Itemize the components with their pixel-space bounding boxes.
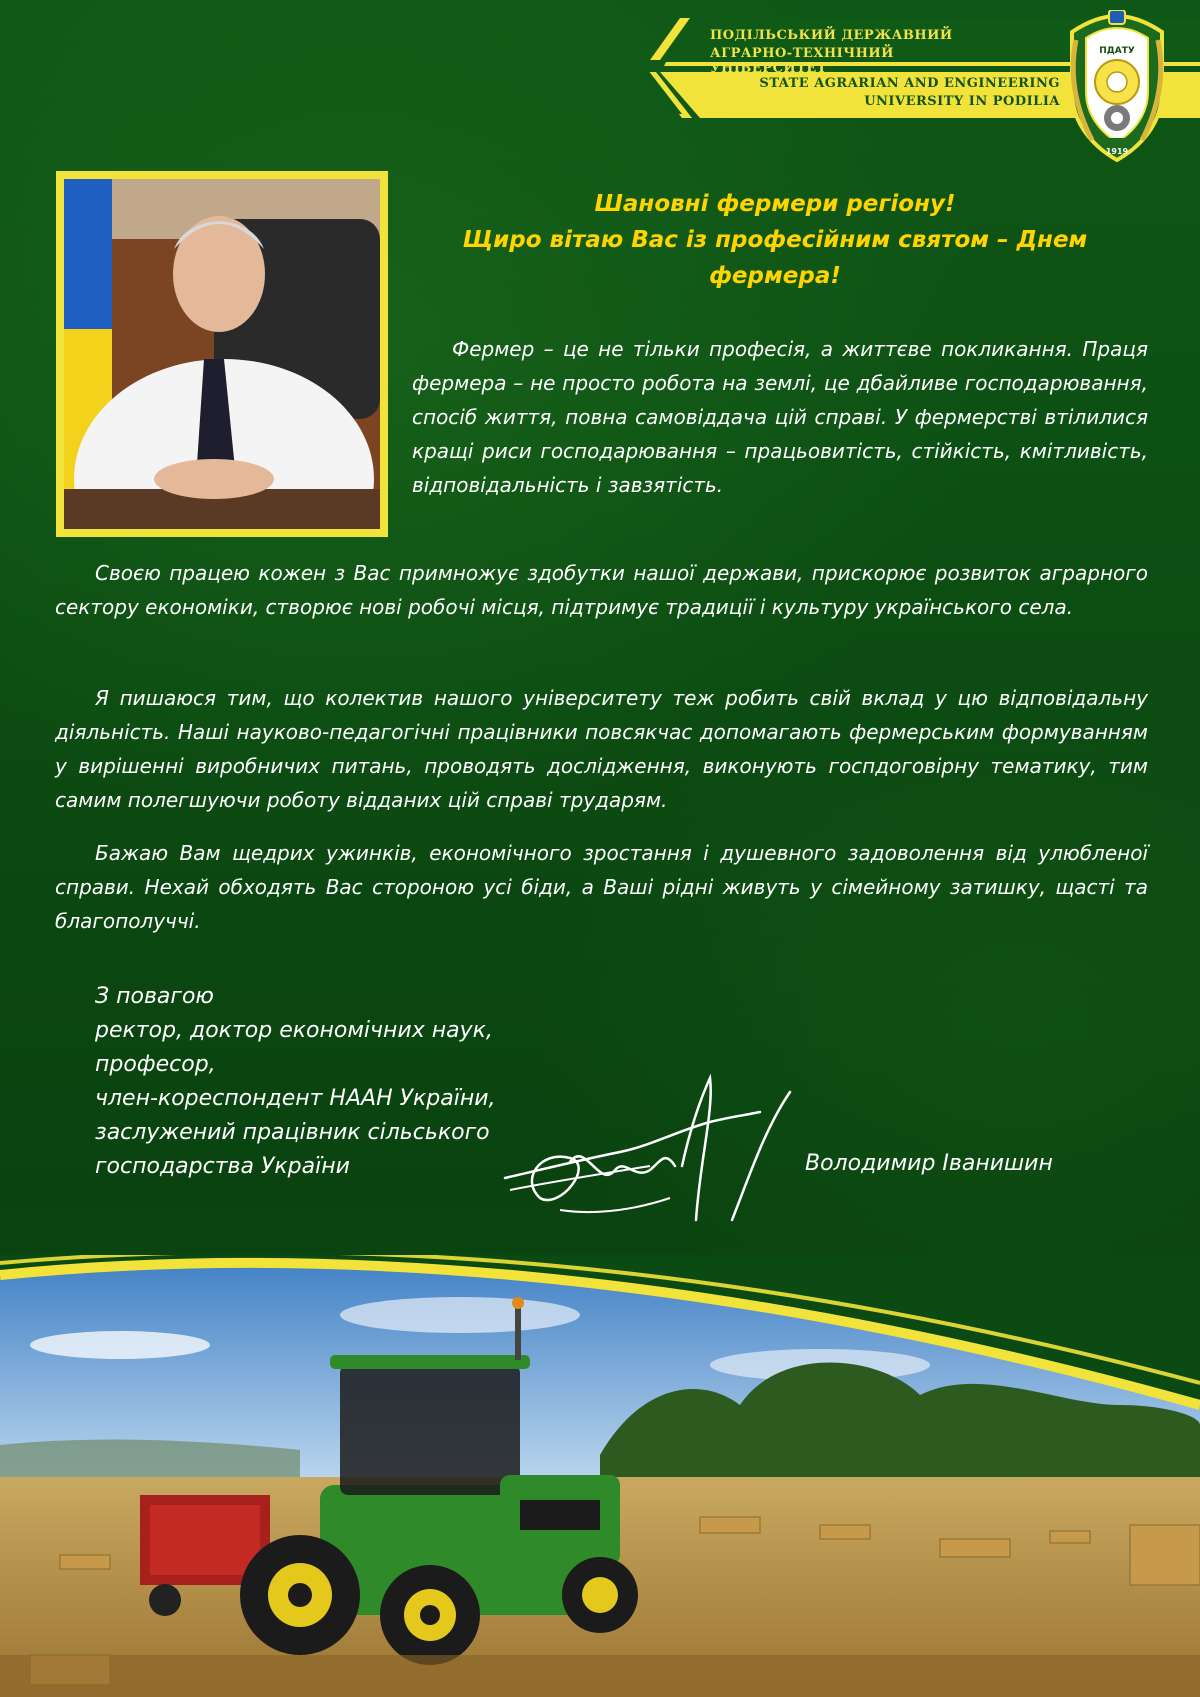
body-paragraph-4: Бажаю Вам щедрих ужинків, економічного зростання і душевного задоволення від улюбленої справи. Нехай обходять Вас стороною усі біди, а Ваші рідні живуть у сімейному затишку, щасті та благополуччі. (55, 841, 1148, 933)
credential-line: господарства України (95, 1154, 350, 1179)
tractor-field-illustration (0, 1255, 1200, 1697)
signature-credentials (95, 980, 565, 1184)
university-name-en-line2: UNIVERSITY IN PODILIA (864, 94, 1060, 109)
university-emblem (1062, 10, 1172, 170)
portrait-illustration (64, 179, 380, 529)
signature-scribble-icon (500, 1070, 800, 1230)
credential-line: ректор, доктор економічних наук, (95, 1018, 493, 1043)
emblem-abbreviation: ПДАТУ (1099, 46, 1135, 56)
signer-name: Володимир Іванишин (805, 1151, 1053, 1176)
greeting-line-2: Щиро вітаю Вас із професійним святом – Днем (462, 227, 1088, 253)
credential-line: член-кореспондент НААН України, (95, 1086, 496, 1111)
rector-portrait-frame (56, 171, 388, 537)
handwritten-signature (500, 1070, 800, 1230)
greeting-heading (440, 186, 1110, 294)
university-name-ua-line2: АГРАРНО-ТЕХНІЧНИЙ УНІВЕРСИТЕТ (710, 46, 894, 76)
body-paragraph-1: Фермер – це не тільки професія, а життєве покликання. Праця фермера – не просто робота на землі, це дбайливе господарювання, спосіб життя, повна самовіддача цій справі. У фермерстві втілилися кращі риси господарювання – працьовитість, стійкість, кмітливість, відповідальність і завзятість. (412, 337, 1148, 497)
regards-line: З повагою (95, 984, 214, 1009)
emblem-shield-icon (1062, 10, 1172, 170)
greeting-line-3: фермера! (709, 263, 841, 289)
greeting-line-1: Шановні фермери регіону! (594, 191, 956, 217)
emblem-year: 1919 (1105, 147, 1129, 156)
field-tractor-scene (0, 1255, 1200, 1697)
rector-portrait-photo (64, 179, 380, 529)
body-paragraph-3: Я пишаюся тим, що колектив нашого університету теж робить свій вклад у цю відповідальну діяльність. Наші науково-педагогічні працівники повсякчас допомагають фермерським формуванням у вирішенні виробничих питань, проводять дослідження, виконують госпдоговірну тематику, тим самим полегшуючи роботу відданих цій справі трударям. (55, 686, 1148, 812)
body-paragraph-2: Своєю працею кожен з Вас примножує здобутки нашої держави, прискорює розвиток аграрного сектору економіки, створює нові робочі місця, підтримує традиції і культуру українського села. (55, 561, 1148, 619)
credential-line: професор, (95, 1052, 216, 1077)
university-name-en-line1: STATE AGRARIAN AND ENGINEERING (759, 76, 1060, 91)
university-name-ua-line1: ПОДІЛЬСЬКИЙ ДЕРЖАВНИЙ (710, 28, 953, 43)
credential-line: заслужений працівник сільського (95, 1120, 490, 1145)
